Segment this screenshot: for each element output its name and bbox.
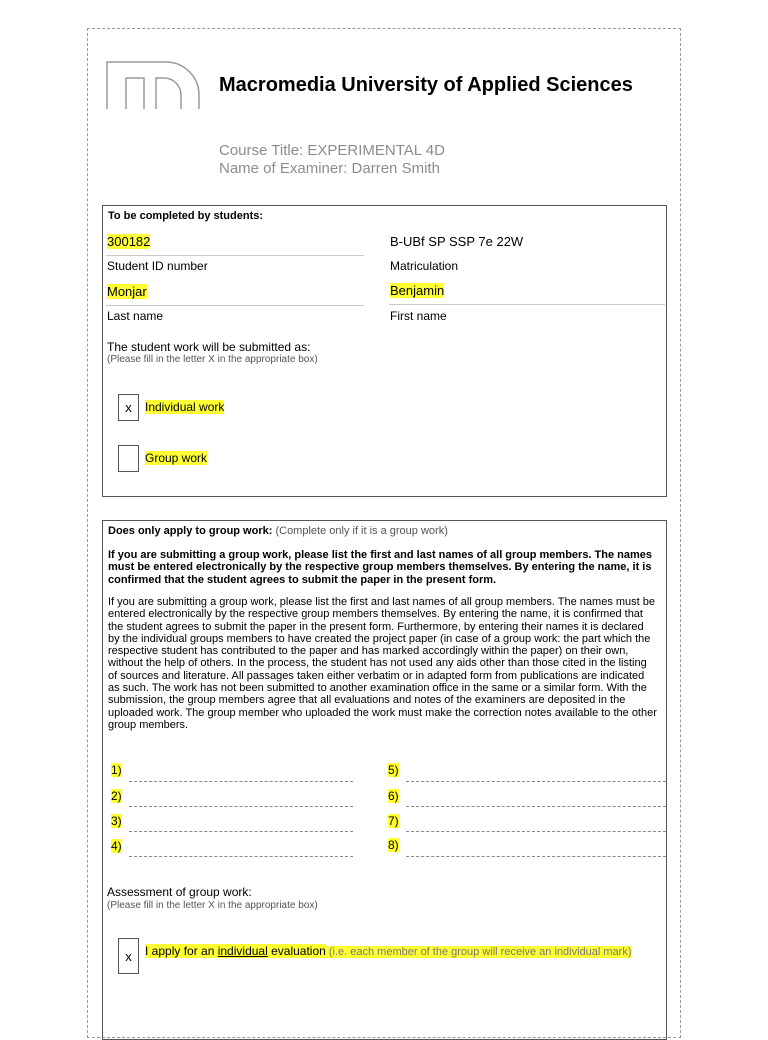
last-name-value[interactable]: Monjar <box>107 284 147 299</box>
group-bold-paragraph: If you are submitting a group work, please list the first and last names of all group members. The names must be entered electronically by the respective group members themselves. By entering the name, it is confirmed that the student agrees to submit the paper in the present form. <box>108 549 653 586</box>
member-1-field[interactable] <box>129 781 353 782</box>
member-5-field[interactable] <box>406 781 666 782</box>
last-name-line <box>106 305 364 306</box>
member-7-field[interactable] <box>406 831 666 832</box>
student-id-value[interactable]: 300182 <box>107 234 151 249</box>
eval-text-1: I apply for an <box>145 944 218 958</box>
individual-evaluation-checkbox[interactable]: x <box>118 938 139 974</box>
member-7-number: 7) <box>388 814 399 828</box>
eval-text-underlined: individual <box>217 944 268 958</box>
first-name-label: First name <box>390 309 447 323</box>
member-5-number: 5) <box>388 763 399 777</box>
individual-work-label: Individual work <box>145 400 225 414</box>
member-6-number: 6) <box>388 789 399 803</box>
member-4-number: 4) <box>111 839 122 853</box>
member-2-number: 2) <box>111 789 122 803</box>
submitted-as-label: The student work will be submitted as: <box>107 340 311 354</box>
group-declaration-paragraph: If you are submitting a group work, please list the first and last names of all group members. The names must be entered electronically by the respective group members themselves. By entering the name, it is confirmed that the student agrees to submit the paper in the present form. Furthermore, by entering their names it is declared by the individual groups members to have created the project paper (in case of a group work: the part which the respective student has contributed to the paper and has marked accordingly within the paper) on their own, without the help of others. In the process, the student has not used any aids other than those cited in the listing of sources and literature. All passages taken either verbatim or in adapted form from publications are indicated as such. The work has not been submitted to another examination office in the same or a similar form. With the submission, the group members agree that all evaluations and notes of the examiners are deposited in the uploaded work. The group member who uploaded the work must make the correction notes available to the other group members. <box>108 596 657 731</box>
group-work-label: Group work <box>145 451 208 465</box>
student-section <box>102 205 667 497</box>
last-name-label: Last name <box>107 309 164 323</box>
member-8-number: 8) <box>388 838 399 852</box>
student-section-heading: To be completed by students: <box>108 210 264 222</box>
group-section-heading <box>108 525 448 537</box>
member-2-field[interactable] <box>129 806 353 807</box>
course-title: Course Title: EXPERIMENTAL 4D <box>219 142 445 159</box>
member-1-number: 1) <box>111 763 122 777</box>
matriculation-label: Matriculation <box>390 259 459 273</box>
assessment-label: Assessment of group work: <box>107 885 252 899</box>
member-6-field[interactable] <box>406 806 666 807</box>
individual-work-checkbox[interactable]: x <box>118 394 139 421</box>
group-heading-bold: Does only apply to group work: <box>108 525 273 537</box>
group-work-checkbox[interactable] <box>118 445 139 472</box>
eval-text-2: evaluation <box>267 944 326 958</box>
first-name-line <box>389 304 665 305</box>
student-id-label: Student ID number <box>107 259 208 273</box>
assessment-fill-hint: (Please fill in the letter X in the appropriate box) <box>107 900 318 911</box>
matriculation-value[interactable]: B-UBf SP SSP 7e 22W <box>390 234 524 249</box>
individual-evaluation-text <box>145 945 640 958</box>
student-id-line <box>106 255 364 256</box>
examiner-name: Name of Examiner: Darren Smith <box>219 160 440 177</box>
member-8-field[interactable] <box>406 856 666 857</box>
university-name: Macromedia University of Applied Sciences <box>219 74 633 96</box>
first-name-value[interactable]: Benjamin <box>390 283 445 298</box>
member-3-field[interactable] <box>129 831 353 832</box>
university-logo <box>106 60 200 110</box>
group-heading-note: (Complete only if it is a group work) <box>272 525 448 537</box>
member-4-field[interactable] <box>129 856 353 857</box>
submission-fill-hint: (Please fill in the letter X in the appropriate box) <box>107 354 318 365</box>
eval-note: (i.e. each member of the group will receive an individual mark) <box>325 946 632 958</box>
member-3-number: 3) <box>111 814 122 828</box>
group-section <box>102 520 667 1040</box>
